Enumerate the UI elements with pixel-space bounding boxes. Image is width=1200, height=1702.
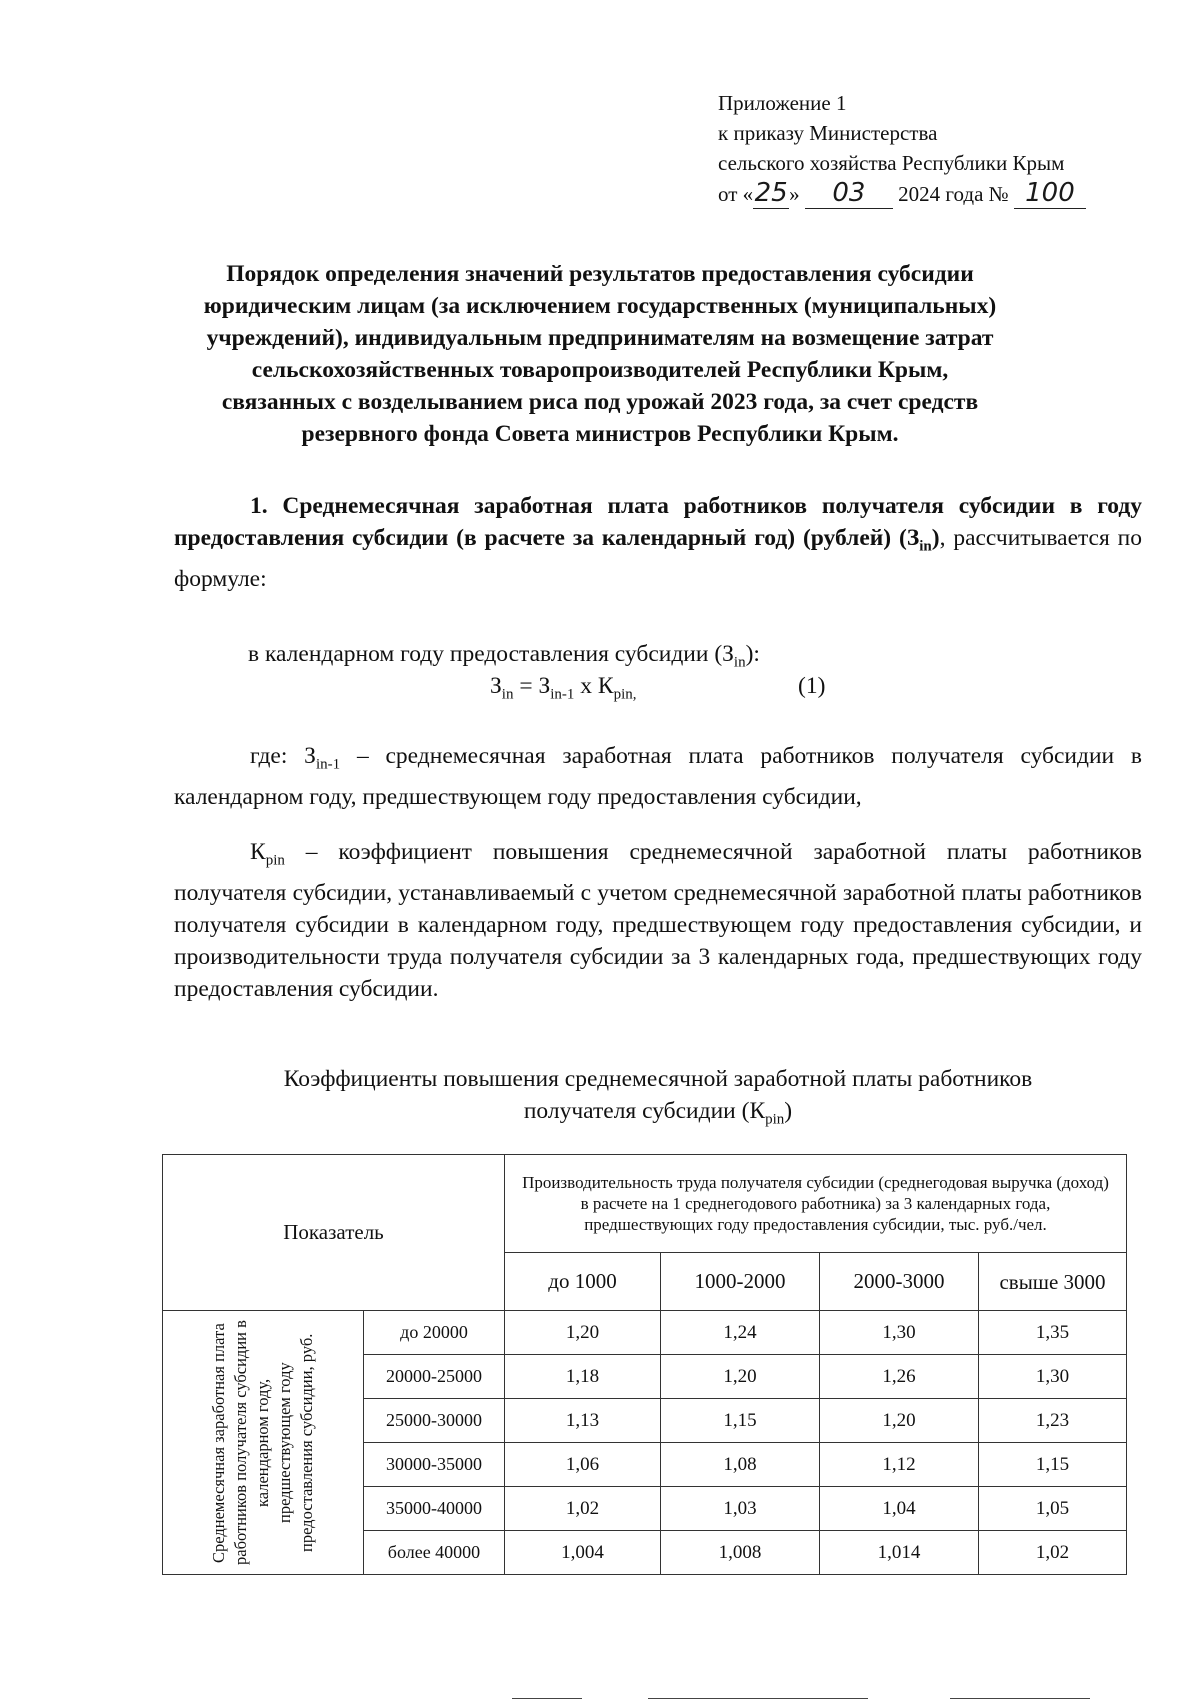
formula-lead (248, 641, 760, 672)
table-caption-prefix: получателя субсидии (К (523, 1098, 766, 1124)
title-line-1: Порядок определения значений результатов предоставления субсидии (226, 261, 974, 287)
handwritten-day: 25 (754, 178, 788, 208)
value-cell: 1,008 (661, 1531, 820, 1575)
value-cell: 1,12 (820, 1443, 979, 1487)
range-cell: до 20000 (364, 1311, 505, 1355)
table-caption (174, 1063, 1142, 1136)
signature-line-1 (512, 1698, 582, 1699)
title-line-3: учреждений), индивидуальным предпринимателям на возмещение затрат (206, 325, 994, 351)
row-label: Среднемесячная заработная плата работников получателя субсидии в календарном году, предшествующем году предоставления субсидии, руб. (209, 1320, 316, 1565)
handwritten-month: 03 (805, 178, 893, 209)
value-cell: 1,35 (979, 1311, 1127, 1355)
range-cell: более 40000 (364, 1531, 505, 1575)
formula-lead-close: ): (745, 641, 760, 667)
section-1-heading: 1. Среднемесячная заработная плата работников получателя субсидии в году предоставления субсидии (в расчете за календарный год) (рублей) (З (174, 493, 1142, 551)
formula-lead-sub: in (733, 654, 746, 671)
appendix-line-1: Приложение 1 (718, 91, 847, 115)
col-header-4: свыше 3000 (979, 1253, 1127, 1311)
title-line-2: юридическим лицам (за исключением государственных (муниципальных) (203, 293, 997, 319)
formula-lhs-sub: in (501, 686, 514, 703)
col-header-3: 2000-3000 (820, 1253, 979, 1311)
table-row (163, 1311, 1127, 1355)
table-caption-line-1: Коэффициенты повышения среднемесячной заработной платы работников (283, 1066, 1033, 1092)
col-header-1: до 1000 (505, 1253, 661, 1311)
formula-eq: = З (513, 673, 551, 699)
formula-lhs: З (490, 673, 502, 699)
def-z-sub: in-1 (315, 756, 341, 773)
range-cell: 25000-30000 (364, 1399, 505, 1443)
def-z-prefix: где: З (250, 743, 316, 769)
value-cell: 1,03 (661, 1487, 820, 1531)
table-caption-line-2 (174, 1095, 1142, 1136)
value-cell: 1,30 (820, 1311, 979, 1355)
title-line-4: сельскохозяйственных товаропроизводителей Республики Крым, (251, 357, 949, 383)
section-1-sub: in (919, 538, 932, 555)
value-cell: 1,30 (979, 1355, 1127, 1399)
appendix-line-2: к приказу Министерства (718, 121, 938, 145)
appendix-date-line (718, 178, 1086, 209)
range-cell: 35000-40000 (364, 1487, 505, 1531)
value-cell: 1,24 (661, 1311, 820, 1355)
section-1-close: ) (931, 525, 940, 551)
formula-number: (1) (798, 673, 826, 699)
title-line-6: резервного фонда Совета министров Республики Крым. (301, 421, 899, 447)
value-cell: 1,20 (820, 1399, 979, 1443)
date-year: 2024 года № (892, 182, 1014, 206)
productivity-header: Производительность труда получателя субсидии (среднегодовая выручка (доход) в расчете на 1 среднегодового работника) за 3 календарных года, предшествующих году предоставления субсидии, тыс. руб./чел. (505, 1155, 1127, 1253)
value-cell: 1,20 (661, 1355, 820, 1399)
def-k-prefix: К (250, 839, 266, 865)
range-cell: 20000-25000 (364, 1355, 505, 1399)
value-cell: 1,06 (505, 1443, 661, 1487)
indicator-header: Показатель (163, 1155, 505, 1311)
appendix-line-3: сельского хозяйства Республики Крым (718, 151, 1065, 175)
formula-rhs1-sub: in-1 (550, 686, 575, 703)
section-1-paragraph (174, 490, 1142, 595)
col-header-2: 1000-2000 (661, 1253, 820, 1311)
definition-k (174, 836, 1142, 1005)
value-cell: 1,13 (505, 1399, 661, 1443)
formula-rhs2-sub: pin, (613, 686, 637, 703)
table-caption-sub: pin (765, 1111, 785, 1128)
title-line-5: связанных с возделыванием риса под урожай 2023 года, за счет средств (221, 389, 979, 415)
formula-expression (490, 673, 637, 704)
date-prefix: от « (718, 182, 754, 206)
range-cell: 30000-35000 (364, 1443, 505, 1487)
value-cell: 1,014 (820, 1531, 979, 1575)
definition-z (174, 740, 1142, 813)
appendix-header (718, 88, 1086, 209)
value-cell: 1,26 (820, 1355, 979, 1399)
value-cell: 1,23 (979, 1399, 1127, 1443)
date-mid: » (789, 182, 805, 206)
value-cell: 1,15 (661, 1399, 820, 1443)
value-cell: 1,004 (505, 1531, 661, 1575)
formula-lead-text: в календарном году предоставления субсидии (З (248, 641, 734, 667)
value-cell: 1,02 (979, 1531, 1127, 1575)
value-cell: 1,20 (505, 1311, 661, 1355)
formula-mult: х К (574, 673, 614, 699)
coefficient-table (162, 1154, 1127, 1575)
value-cell: 1,18 (505, 1355, 661, 1399)
row-label-cell (163, 1311, 364, 1575)
signature-line-2 (648, 1698, 868, 1699)
signature-line-3 (950, 1698, 1090, 1699)
value-cell: 1,15 (979, 1443, 1127, 1487)
value-cell: 1,05 (979, 1487, 1127, 1531)
value-cell: 1,04 (820, 1487, 979, 1531)
document-title (150, 258, 1050, 450)
def-z-text: – среднемесячная заработная плата работников получателя субсидии в календарном году, предшествующем году предоставления субсидии, (174, 743, 1142, 810)
value-cell: 1,08 (661, 1443, 820, 1487)
table-caption-close: ) (784, 1098, 793, 1124)
def-k-sub: pin (265, 852, 285, 869)
section-1-rest: , рассчитывается по формуле: (174, 525, 1142, 592)
def-k-text: – коэффициент повышения среднемесячной заработной платы работников получателя субсидии, устанавливаемый с учетом среднемесячной заработной платы работников получателя субсидии в календарном году, предшествующем году предоставления субсидии, и производительности труда получателя субсидии за 3 календарных года, предшествующих году предоставления субсидии. (174, 839, 1142, 1002)
handwritten-number: 100 (1014, 178, 1086, 209)
value-cell: 1,02 (505, 1487, 661, 1531)
